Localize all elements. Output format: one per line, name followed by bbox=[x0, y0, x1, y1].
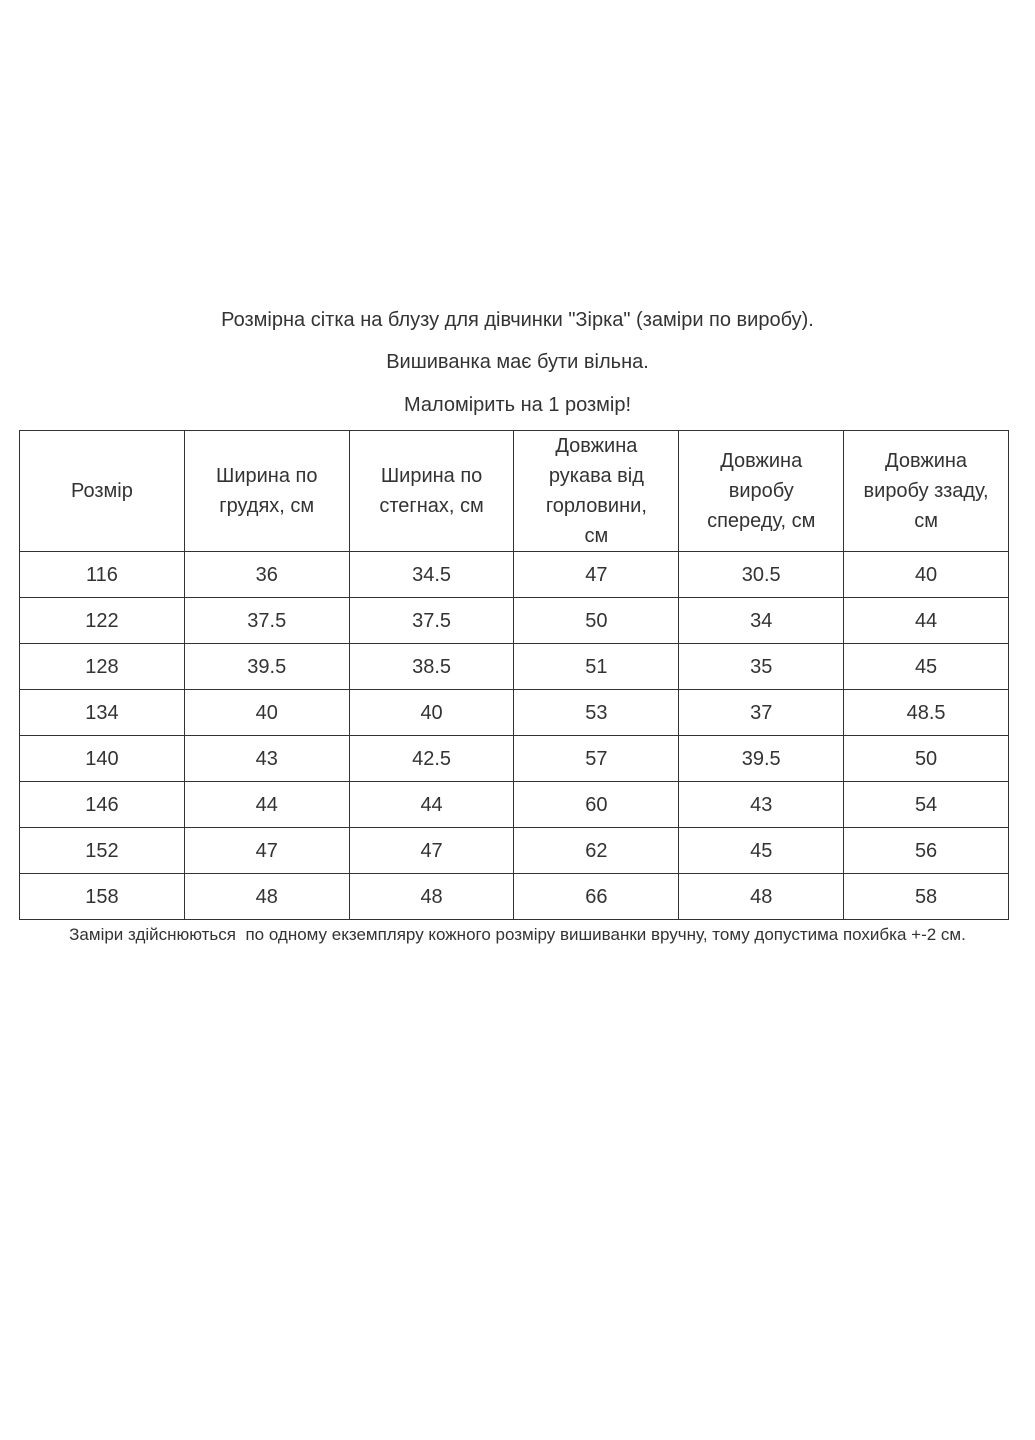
cell-sleeve-length: 53 bbox=[514, 690, 679, 736]
header-hip-width bbox=[349, 431, 514, 552]
cell-size: 140 bbox=[20, 736, 185, 782]
table-row bbox=[20, 644, 1009, 690]
cell-front-length: 45 bbox=[679, 828, 844, 874]
sizing-warning: Маломірить на 1 розмір! bbox=[403, 394, 632, 416]
header-back-length bbox=[844, 431, 1009, 552]
header-front-length bbox=[679, 431, 844, 552]
cell-chest-width: 43 bbox=[184, 736, 349, 782]
table-row bbox=[20, 736, 1009, 782]
header-size-label: Розмір bbox=[70, 480, 133, 502]
cell-hip-width: 37.5 bbox=[349, 598, 514, 644]
cell-size: 116 bbox=[20, 552, 185, 598]
cell-back-length: 44 bbox=[844, 598, 1009, 644]
cell-sleeve-length: 51 bbox=[514, 644, 679, 690]
cell-chest-width: 47 bbox=[184, 828, 349, 874]
table-row bbox=[20, 782, 1009, 828]
cell-hip-width: 42.5 bbox=[349, 736, 514, 782]
cell-chest-width: 36 bbox=[184, 552, 349, 598]
cell-back-length: 58 bbox=[844, 874, 1009, 920]
header-back-length-label: Довжина виробу ззаду, см bbox=[863, 450, 989, 532]
cell-hip-width: 40 bbox=[349, 690, 514, 736]
measurement-footnote: Заміри здійснюються по одному екземпляру кожного розміру вишиванки вручну, тому допустима похибка +-2 см. bbox=[69, 925, 966, 944]
cell-sleeve-length: 57 bbox=[514, 736, 679, 782]
header-chest-width-label: Ширина по грудях, см bbox=[215, 465, 318, 517]
cell-front-length: 37 bbox=[679, 690, 844, 736]
cell-sleeve-length: 47 bbox=[514, 552, 679, 598]
header-row bbox=[20, 431, 1009, 552]
cell-size: 128 bbox=[20, 644, 185, 690]
cell-sleeve-length: 66 bbox=[514, 874, 679, 920]
cell-chest-width: 37.5 bbox=[184, 598, 349, 644]
cell-hip-width: 38.5 bbox=[349, 644, 514, 690]
table-header bbox=[20, 431, 1009, 552]
cell-sleeve-length: 62 bbox=[514, 828, 679, 874]
header-size bbox=[20, 431, 185, 552]
table-row bbox=[20, 828, 1009, 874]
cell-back-length: 48.5 bbox=[844, 690, 1009, 736]
cell-sleeve-length: 60 bbox=[514, 782, 679, 828]
header-sleeve-length-label: Довжина рукава від горловини, см bbox=[545, 435, 647, 547]
document-title: Розмірна сітка на блузу для дівчинки "Зірка" (заміри по виробу). bbox=[221, 309, 814, 331]
cell-front-length: 48 bbox=[679, 874, 844, 920]
cell-hip-width: 48 bbox=[349, 874, 514, 920]
fit-note: Вишиванка має бути вільна. bbox=[386, 351, 649, 373]
cell-size: 122 bbox=[20, 598, 185, 644]
cell-front-length: 35 bbox=[679, 644, 844, 690]
header-hip-width-label: Ширина по стегнах, см bbox=[379, 465, 484, 517]
header-chest-width bbox=[184, 431, 349, 552]
cell-back-length: 45 bbox=[844, 644, 1009, 690]
table-row bbox=[20, 690, 1009, 736]
cell-chest-width: 48 bbox=[184, 874, 349, 920]
cell-size: 158 bbox=[20, 874, 185, 920]
cell-front-length: 30.5 bbox=[679, 552, 844, 598]
cell-sleeve-length: 50 bbox=[514, 598, 679, 644]
cell-size: 146 bbox=[20, 782, 185, 828]
cell-size: 152 bbox=[20, 828, 185, 874]
cell-chest-width: 39.5 bbox=[184, 644, 349, 690]
table-row bbox=[20, 874, 1009, 920]
cell-hip-width: 47 bbox=[349, 828, 514, 874]
cell-chest-width: 40 bbox=[184, 690, 349, 736]
header-front-length-label: Довжина виробу спереду, см bbox=[707, 450, 816, 532]
cell-back-length: 40 bbox=[844, 552, 1009, 598]
cell-front-length: 39.5 bbox=[679, 736, 844, 782]
cell-front-length: 43 bbox=[679, 782, 844, 828]
cell-hip-width: 44 bbox=[349, 782, 514, 828]
table-row bbox=[20, 598, 1009, 644]
table-row bbox=[20, 552, 1009, 598]
cell-size: 134 bbox=[20, 690, 185, 736]
header-sleeve-length bbox=[514, 431, 679, 552]
cell-hip-width: 34.5 bbox=[349, 552, 514, 598]
cell-back-length: 50 bbox=[844, 736, 1009, 782]
table-body bbox=[20, 552, 1009, 920]
size-chart-table bbox=[19, 430, 1009, 920]
cell-front-length: 34 bbox=[679, 598, 844, 644]
cell-back-length: 56 bbox=[844, 828, 1009, 874]
cell-chest-width: 44 bbox=[184, 782, 349, 828]
cell-back-length: 54 bbox=[844, 782, 1009, 828]
